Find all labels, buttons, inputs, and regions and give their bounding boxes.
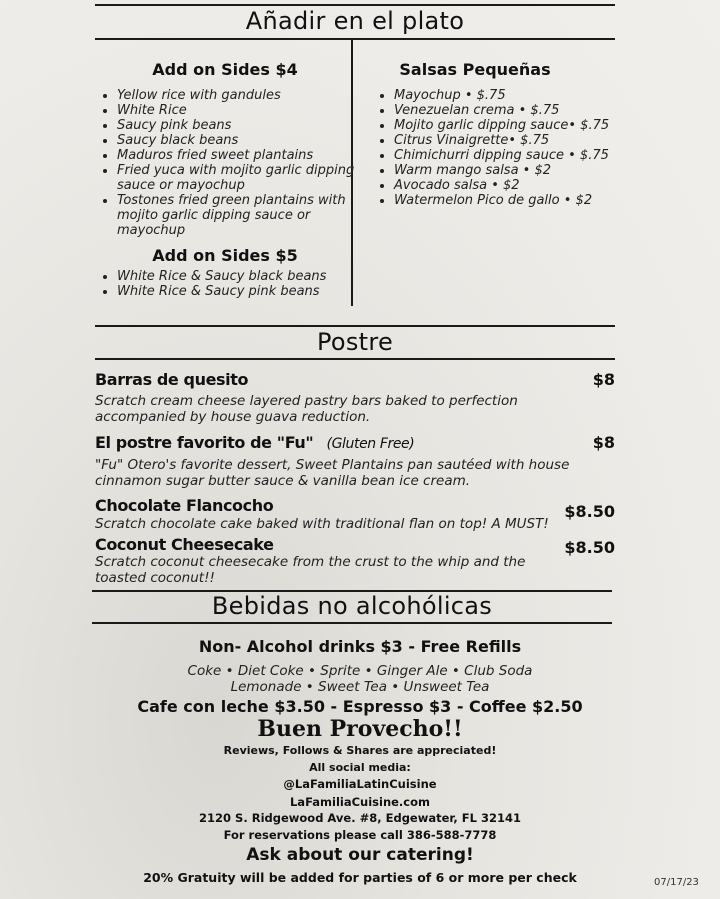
salsas-heading: Salsas Pequeñas: [399, 60, 551, 79]
dessert-desc-1: Scratch cream cheese layered pastry bars baked to perfection accompanied by house guava reduction.: [95, 393, 518, 425]
sides4-item: • Yellow rice with gandules: [117, 88, 372, 103]
sides4-item: • White Rice: [117, 103, 372, 118]
dessert-name-3: Chocolate Flancocho: [95, 496, 274, 515]
salsa-item: • Avocado salsa • $2: [394, 178, 639, 193]
postre-bottom-rule: [95, 358, 615, 360]
add-on-rule: [95, 38, 615, 40]
sides5-list: [97, 269, 372, 299]
section-title-add-on: Añadir en el plato: [245, 7, 465, 35]
website: LaFamiliaCuisine.com: [289, 795, 430, 809]
catering: Ask about our catering!: [246, 845, 474, 865]
sides5-item: • White Rice & Saucy pink beans: [117, 284, 372, 299]
sides4-item: • Fried yuca with mojito garlic dipping sauce or mayochup: [117, 163, 372, 193]
gratuity: 20% Gratuity will be added for parties of 6 or more per check: [143, 870, 577, 885]
dessert-name-2: [95, 433, 414, 452]
dessert-price-3: $8.50: [564, 502, 615, 521]
sides4-heading: Add on Sides $4: [152, 60, 298, 79]
sides4-item: • Saucy pink beans: [117, 118, 372, 133]
social-line: All social media:: [309, 761, 411, 774]
salsas-list: [374, 88, 639, 208]
dessert-name-2-text: El postre favorito de "Fu": [95, 433, 314, 452]
sides5-heading: Add on Sides $5: [152, 246, 298, 265]
date-stamp: 07/17/23: [654, 877, 699, 888]
section-title-postre: Postre: [316, 328, 394, 356]
salsa-item: • Citrus Vinaigrette• $.75: [394, 133, 639, 148]
sides5-item: • White Rice & Saucy black beans: [117, 269, 372, 284]
dessert-price-2: $8: [592, 433, 615, 452]
section-title-bebidas: Bebidas no alcohólicas: [211, 592, 493, 620]
salsa-item: • Venezuelan crema • $.75: [394, 103, 639, 118]
drinks-heading: Non- Alcohol drinks $3 - Free Refills: [198, 637, 522, 656]
dessert-desc-4: Scratch coconut cheesecake from the crust to the whip and the toasted coconut!!: [95, 554, 526, 586]
buen-provecho: Buen Provecho!!: [257, 716, 463, 742]
top-rule: [95, 4, 615, 6]
salsa-item: • Watermelon Pico de gallo • $2: [394, 193, 639, 208]
dessert-name-1: Barras de quesito: [95, 370, 249, 389]
address: 2120 S. Ridgewood Ave. #8, Edgewater, FL 32141: [199, 811, 521, 825]
sides4-item: • Tostones fried green plantains with mojito garlic dipping sauce or mayochup: [117, 193, 372, 238]
drinks-line-2: Lemonade • Sweet Tea • Unsweet Tea: [230, 679, 490, 695]
salsa-item: • Mayochup • $.75: [394, 88, 639, 103]
postre-top-rule: [95, 325, 615, 327]
dessert-desc-3: Scratch chocolate cake baked with traditional flan on top! A MUST!: [95, 516, 549, 532]
sides4-item: • Saucy black beans: [117, 133, 372, 148]
sides4-list: [97, 88, 372, 238]
dessert-price-1: $8: [592, 370, 615, 389]
bebidas-bottom-rule: [92, 622, 612, 624]
salsa-item: • Warm mango salsa • $2: [394, 163, 639, 178]
dessert-price-4: $8.50: [564, 538, 615, 557]
dessert-desc-2: "Fu" Otero's favorite dessert, Sweet Plantains pan sautéed with house cinnamon sugar butter sauce & vanilla bean ice cream.: [95, 457, 570, 489]
reviews-line: Reviews, Follows & Shares are appreciated!: [223, 744, 497, 757]
coffee-line: Cafe con leche $3.50 - Espresso $3 - Coffee $2.50: [137, 697, 583, 716]
sides4-item: • Maduros fried sweet plantains: [117, 148, 372, 163]
reservations: For reservations please call 386-588-7778: [223, 828, 497, 842]
social-handle: @LaFamiliaLatinCuisine: [283, 777, 437, 791]
dessert-note-2: (Gluten Free): [326, 436, 415, 452]
drinks-line-1: Coke • Diet Coke • Sprite • Ginger Ale • Club Soda: [187, 663, 533, 679]
dessert-name-4: Coconut Cheesecake: [95, 535, 274, 554]
salsa-item: • Chimichurri dipping sauce • $.75: [394, 148, 639, 163]
salsa-item: • Mojito garlic dipping sauce• $.75: [394, 118, 639, 133]
